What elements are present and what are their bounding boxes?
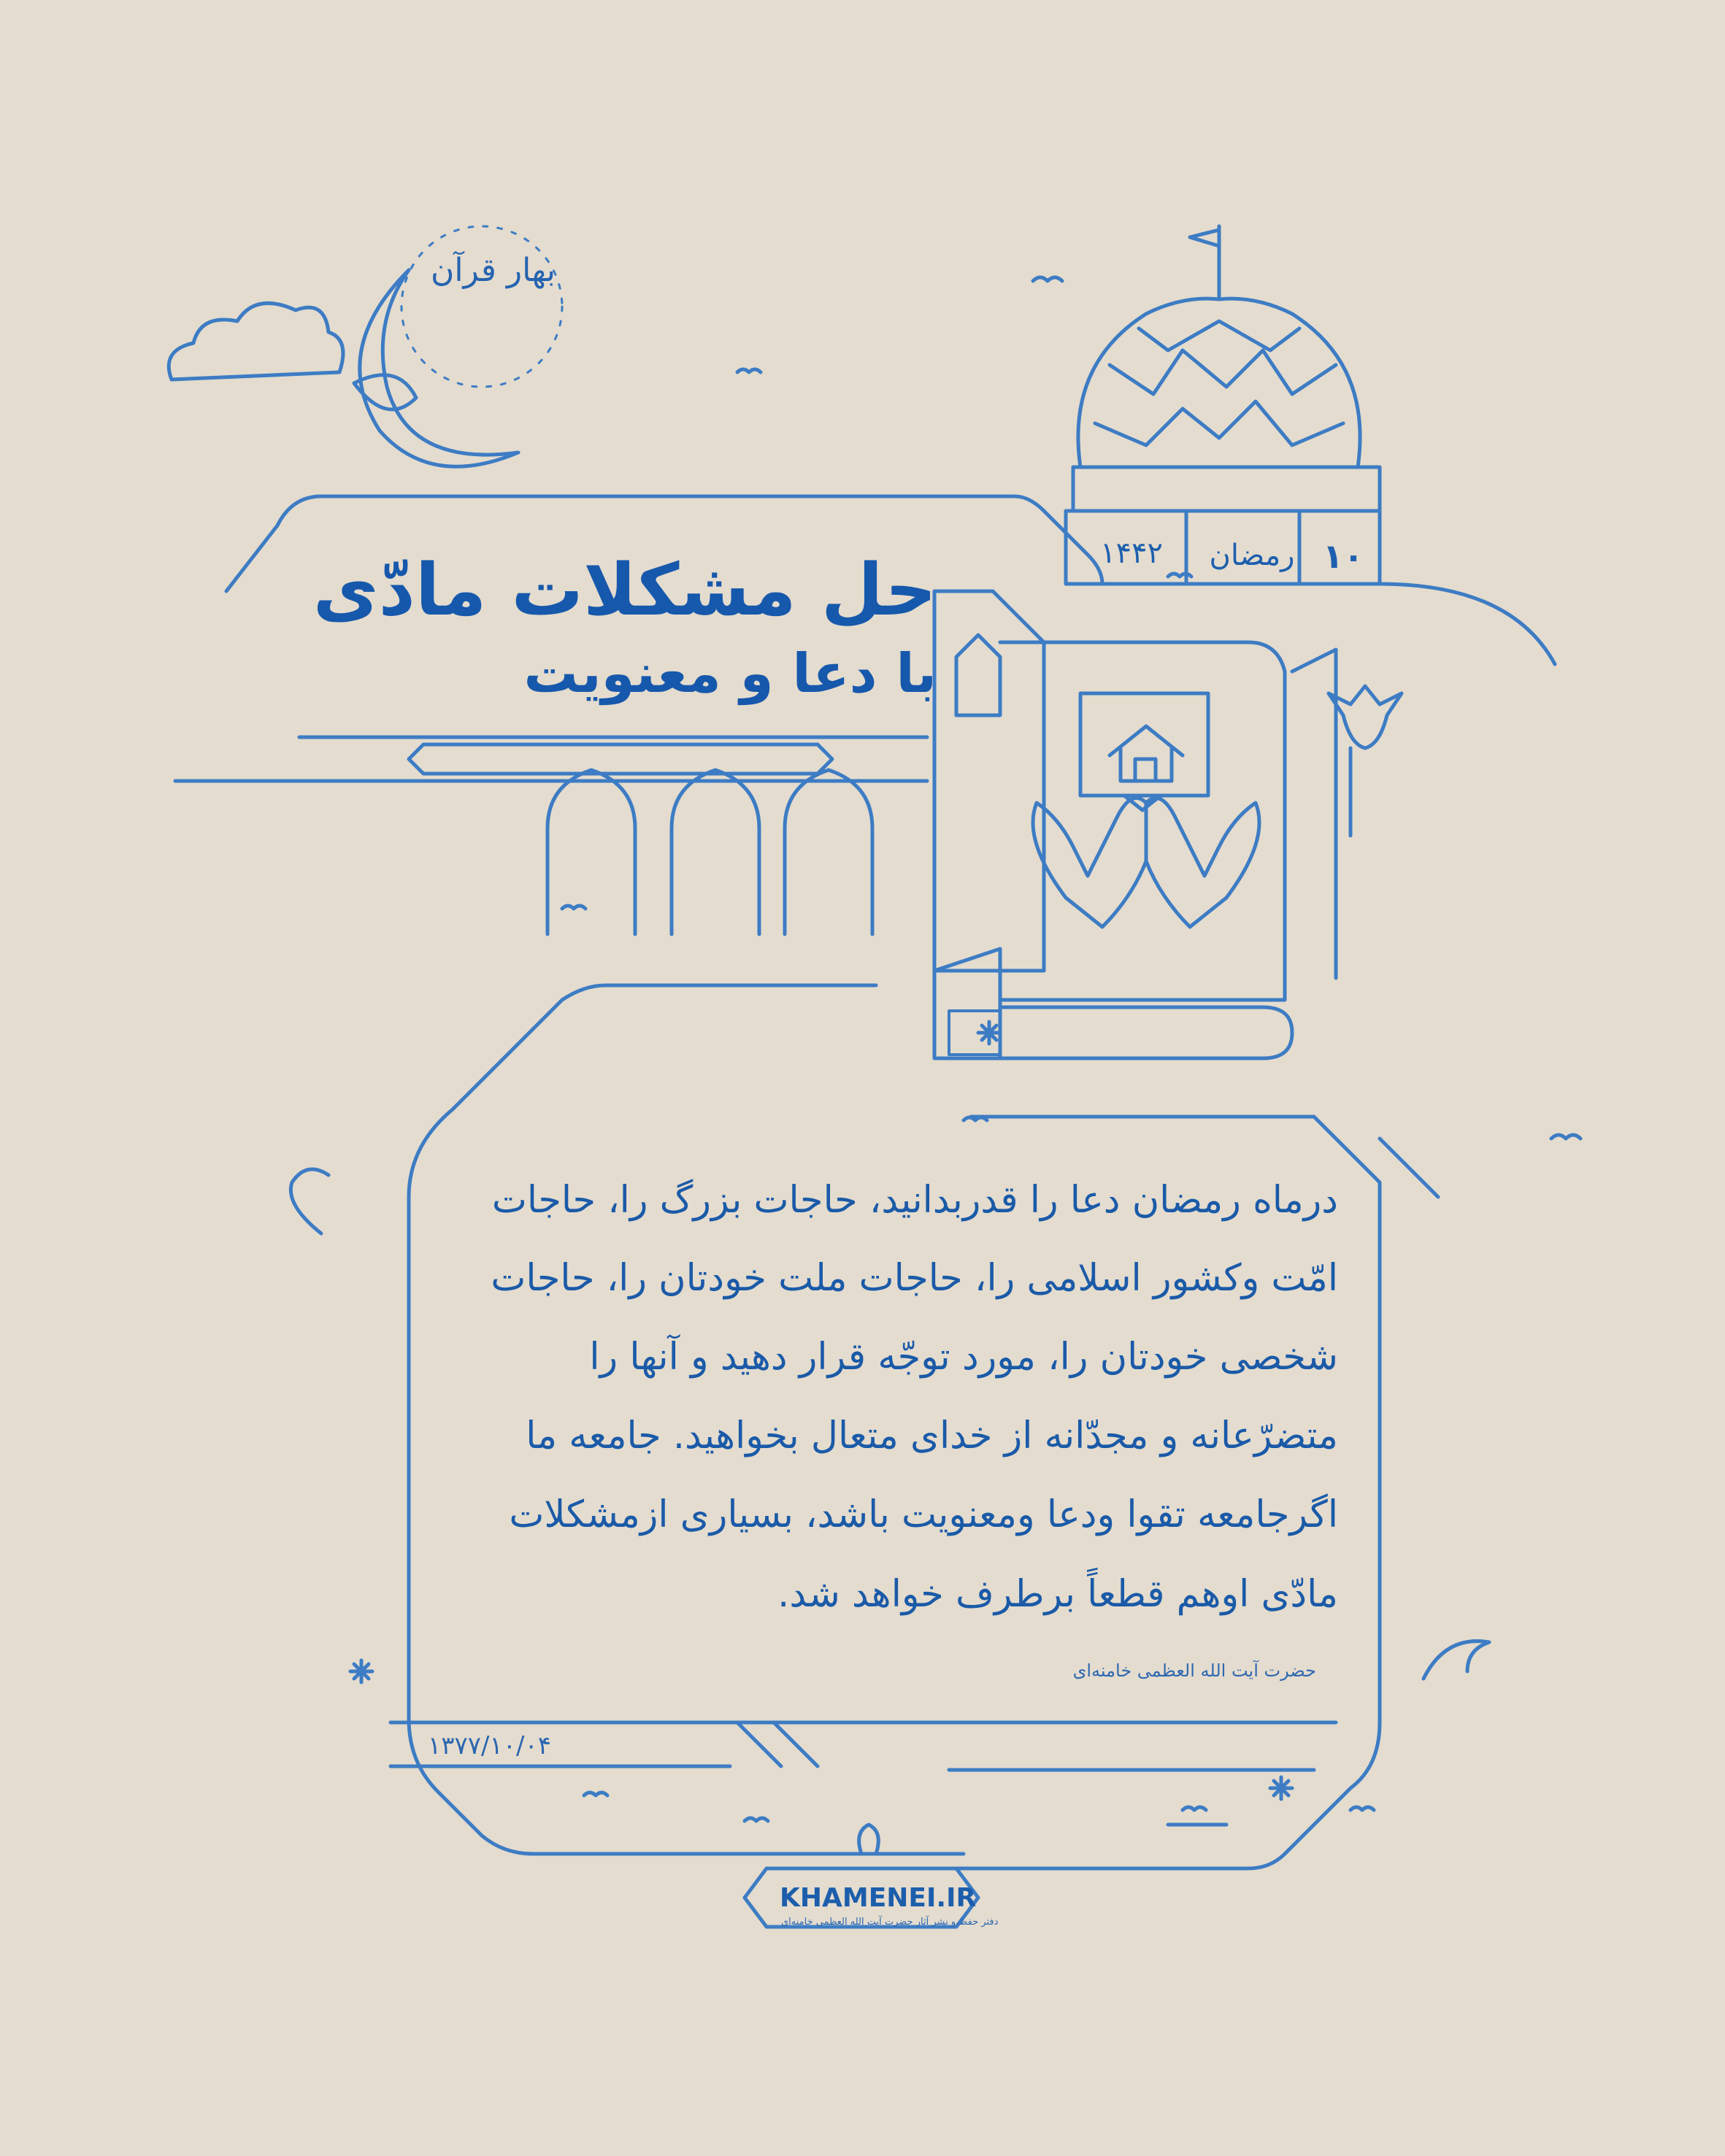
quote-line: شخصی خودتان را، مورد توجّه قرار دهید و آنها را [589, 1336, 1338, 1379]
tulip-icon [1329, 686, 1402, 836]
page-title: حل مشکلات مادّی [312, 549, 937, 632]
page-subtitle: با دعا و معنویت [523, 642, 937, 705]
date-day: ۱۰ [1322, 536, 1364, 576]
house-icon [1080, 693, 1208, 810]
brand-tagline: دفتر حفظ و نشر آثار حضرت آیت الله العظمی خامنه‌ای [781, 1917, 999, 1928]
series-logo-text: بهار قرآن [431, 252, 556, 289]
book-icon [934, 591, 1336, 1058]
quote-line: متضرّعانه و مجدّانه از خدای متعال بخواهید. جامعه ما [526, 1414, 1338, 1458]
signature: حضرت آیت الله العظمی خامنه‌ای [1072, 1660, 1316, 1681]
arch-icon [548, 770, 872, 934]
praying-hands-icon [1033, 798, 1259, 927]
quote-line: اگرجامعه تقوا ودعا ومعنویت باشد، بسیاری ازمشکلات [509, 1493, 1338, 1536]
brand-name: KHAMENEI.IR [780, 1883, 977, 1913]
date-month: رمضان [1209, 539, 1295, 572]
cloud-icon [169, 303, 343, 380]
star-icon [350, 1022, 1292, 1799]
quote-line: درماه رمضان دعا را قدربدانید، حاجات بزرگ را، حاجات [491, 1179, 1338, 1222]
quote-date: ۱۳۷۷/۱۰/۰۴ [428, 1731, 552, 1760]
dome-icon [1073, 299, 1380, 511]
quote-line: مادّی اوهم قطعاً برطرف خواهد شد. [777, 1573, 1338, 1616]
flag-icon [1190, 226, 1219, 299]
crescent-moon-icon [354, 270, 518, 466]
date-year: ۱۴۴۲ [1100, 536, 1163, 570]
quote-line: امّت وکشور اسلامی را، حاجات ملت خودتان را، حاجات [491, 1257, 1338, 1300]
